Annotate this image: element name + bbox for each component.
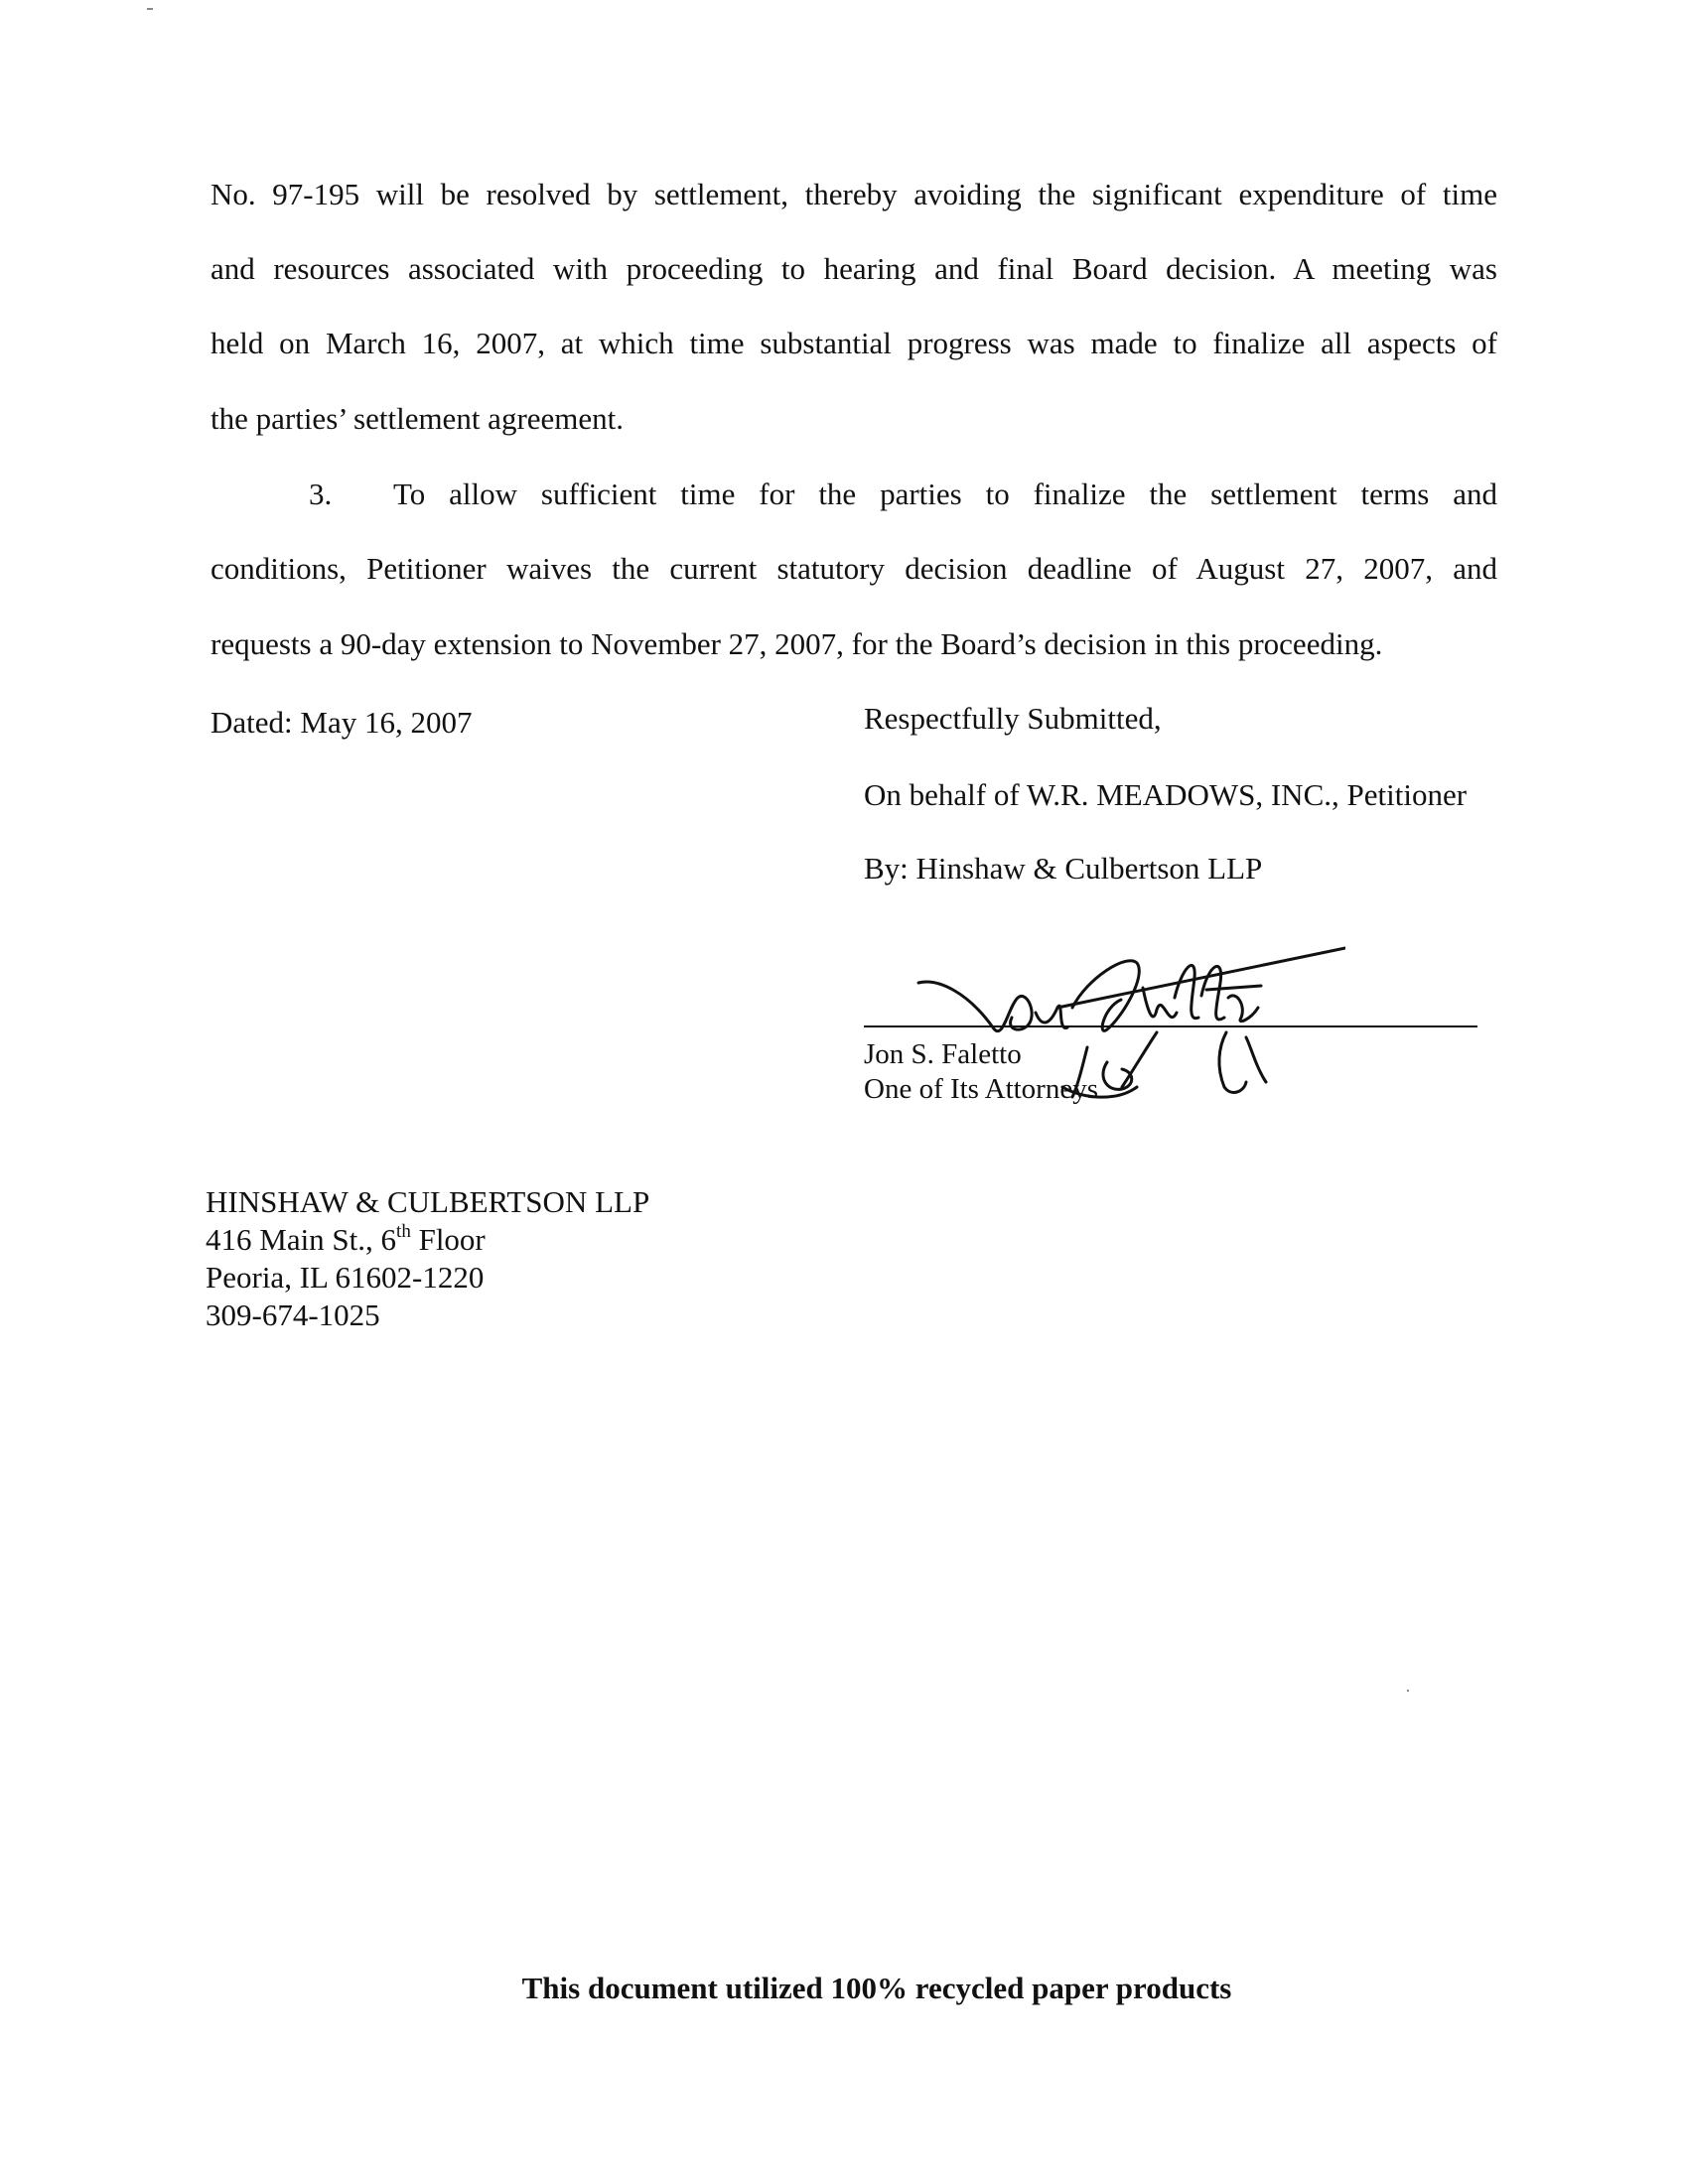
recycled-paper-footer: This document utilized 100% recycled paper products (521, 1971, 1232, 2005)
city-state-zip: Peoria, IL 61602-1220 (206, 1260, 485, 1295)
firm-name: HINSHAW & CULBERTSON LLP (206, 1184, 650, 1219)
paragraph-line: held on March 16, 2007, at which time substantial progress was made to finalize all aspects of (210, 326, 1497, 360)
signature-line (864, 1025, 1477, 1027)
on-behalf-text: On behalf of W.R. MEADOWS, INC., Petitioner (864, 777, 1468, 812)
signer-name: Jon S. Faletto (864, 1038, 1022, 1070)
street-address: 416 Main St., 6th Floor (206, 1220, 486, 1257)
by-firm-text: By: Hinshaw & Culbertson LLP (864, 851, 1263, 886)
paragraph-line: the parties’ settlement agreement. (210, 401, 625, 436)
scan-mark (1407, 1690, 1409, 1692)
scan-mark (147, 8, 153, 10)
paragraph-line: requests a 90-day extension to November 27, 2007, for the Board’s decision in this proceeding. (210, 626, 1383, 661)
paragraph-line: and resources associated with proceeding to hearing and final Board decision. A meeting was (210, 251, 1497, 286)
paragraph-line: No. 97-195 will be resolved by settlement, thereby avoiding the significant expenditure of time (210, 177, 1497, 211)
phone-number: 309-674-1025 (206, 1297, 380, 1332)
dated-line: Dated: May 16, 2007 (210, 705, 473, 740)
firm-address (206, 1183, 649, 1334)
paragraph-number: 3. (309, 477, 333, 511)
paragraph-line: conditions, Petitioner waives the current statutory decision deadline of August 27, 2007, and (210, 551, 1497, 586)
paragraph-line: To allow sufficient time for the parties to finalize the settlement terms and (393, 477, 1497, 511)
paragraph-3-first-line (210, 475, 1497, 514)
closing-text: Respectfully Submitted, (864, 701, 1162, 736)
signer-title: One of Its Attorneys (864, 1073, 1098, 1105)
